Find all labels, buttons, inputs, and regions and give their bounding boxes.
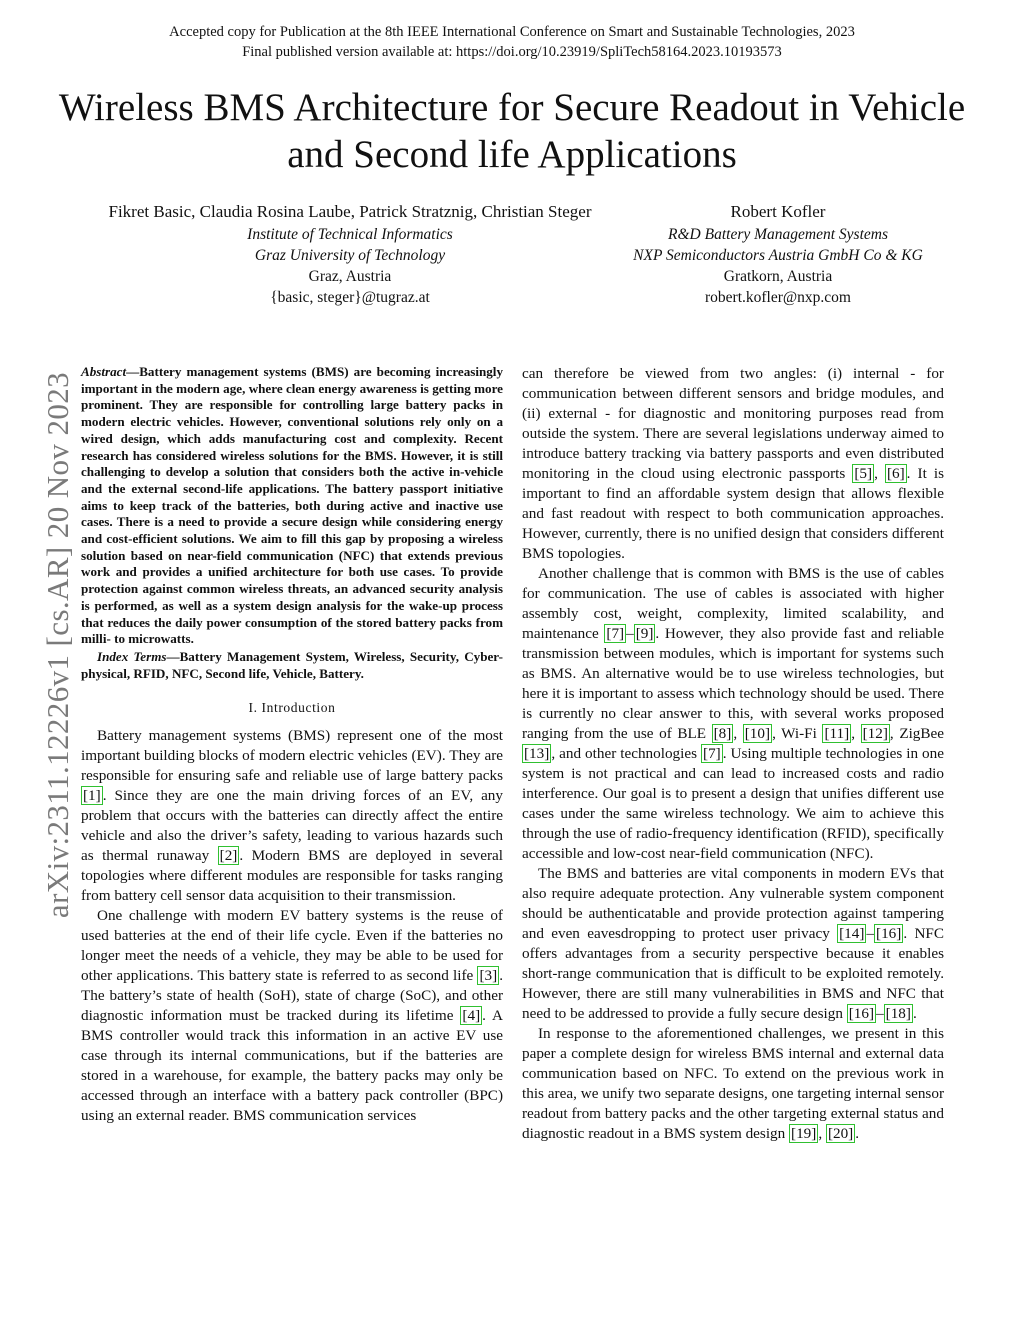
author-group-nxp	[598, 201, 958, 308]
author-group-tugraz	[70, 201, 630, 308]
citation-link[interactable]: [18]	[885, 1005, 911, 1022]
author-email: {basic, steger}@tugraz.at	[270, 289, 430, 306]
paragraph: can therefore be viewed from two angles: (i) internal - for communication between different sensors and bridge modules, and (ii) external - for diagnostic and monitoring purposes read from outside the system. There are several legislations underway aimed to introduce battery tracking via battery passports and even distributed monitoring in the cloud using electronic passports [5] , [6] . It is important to find an affordable system design that allows flexible and fast readout with respect to both communication approaches. However, currently, there is no unified design that considers different BMS topologies.	[522, 365, 944, 562]
citation-link[interactable]: [19]	[791, 1125, 817, 1142]
author-location: Graz, Austria	[308, 268, 392, 285]
author-affiliation-dept: R&D Battery Management Systems	[668, 226, 888, 243]
paragraph: In response to the aforementioned challenges, we present in this paper a complete design for wireless BMS internal and external data communication based on NFC. To extend on the previous work in this area, we unify two separate designs, one targeting internal sensor readout from battery packs and the other targeting external status and diagnostic readout in a BMS system design [19] , [20] .	[522, 1025, 944, 1142]
citation-link[interactable]: [7]	[606, 625, 625, 642]
citation-link[interactable]: [7]	[703, 745, 721, 762]
index-terms-label: Index Terms	[97, 648, 167, 664]
paper-title: Wireless BMS Architecture for Secure Readout in Vehicle and Second life Applications	[58, 86, 966, 176]
author-affiliation-dept: Institute of Technical Informatics	[247, 226, 453, 243]
citation-link[interactable]: [20]	[827, 1125, 854, 1142]
citation-link[interactable]: [16]	[848, 1005, 875, 1022]
citation-link[interactable]: [3]	[479, 967, 498, 985]
citation-link[interactable]: [11]	[824, 725, 850, 742]
author-affiliation-org: NXP Semiconductors Austria GmbH Co & KG	[633, 247, 923, 264]
paragraph: Battery management systems (BMS) represent one of the most important building blocks of modern electric vehicles (EV). They are responsible for ensuring safe and reliable use of large battery packs [1] . Since they are one the main driving forces of an EV, any problem that occurs with the batteries can directly affect the entire vehicle and also the driver’s safety, leading to various hazards such as thermal runaway [2] . Modern BMS are deployed in several topologies where different modules are responsible for tasks ranging from battery cell sensor data acquisition to their transmission.	[81, 727, 503, 905]
author-names: Robert Kofler	[730, 202, 826, 221]
index-terms	[81, 649, 503, 682]
citation-link[interactable]: [8]	[713, 725, 732, 742]
right-column	[522, 364, 944, 1144]
citation-link[interactable]: [4]	[462, 1007, 481, 1025]
abstract	[81, 364, 503, 648]
paragraph: The BMS and batteries are vital components in modern EVs that also require adequate protection. Any vulnerable system component should be authenticatable and provide protection against tampering and even eavesdropping to protect user privacy [14] – [16] . NFC offers advantages from a security perspective because it enables short-range communication that is difficult to be exploited remotely. However, there are still many vulnerabilities in BMS and NFC that need to be addressed to provide a fully secure design [16] – [18] .	[522, 865, 944, 1022]
citation-link[interactable]: [6]	[886, 465, 905, 482]
section-heading-introduction: I. Introduction	[248, 700, 336, 716]
abstract-text: —Battery management systems (BMS) are becoming increasingly important in the modern age, where clean energy awareness is getting more prominent. They are responsible for controlling large battery packs in modern electric vehicles. However, conventional solutions rely only on a wired design, which adds manufacturing cost and complexity. Recent research has considered wireless solutions for the BMS. However, it is still challenging to develop a solution that considers both the active in-vehicle and the external second-life applications. The battery passport initiative aims to keep track of the batteries, both during active and inactive use cases. There is a need to provide a secure design while considering energy and cost-efficient solutions. We aim to fill this gap by proposing a wireless solution based on near-field communication (NFC) that extends previous work and provides a unified architecture for both use cases. To provide protection against common wireless threats, an advanced security analysis is performed, as well as a system design analysis for the wake-up process that reduces the daily power consumption of the stored battery packs from milli- to microwatts.	[81, 364, 503, 647]
author-location: Gratkorn, Austria	[723, 268, 833, 285]
citation-link[interactable]: [5]	[854, 465, 873, 482]
author-affiliation-org: Graz University of Technology	[254, 247, 446, 264]
author-email: robert.kofler@nxp.com	[705, 289, 851, 306]
citation-link[interactable]: [16]	[876, 925, 902, 942]
left-column	[81, 364, 503, 1126]
notice-line-1: Accepted copy for Publication at the 8th IEEE International Conference on Smart and Sustainable Technologies, 2023	[169, 24, 855, 40]
author-names: Fikret Basic, Claudia Rosina Laube, Patrick Stratznig, Christian Steger	[108, 202, 592, 221]
index-terms-text: —Battery Management System, Wireless, Security, Cyber-physical, RFID, NFC, Second life, Vehicle, Battery.	[81, 648, 503, 681]
citation-link[interactable]: [9]	[635, 625, 654, 642]
citation-link[interactable]: [2]	[219, 847, 238, 865]
abstract-label: Abstract	[81, 364, 127, 379]
notice-line-2: Final published version available at: https://doi.org/10.23919/SpliTech58164.2023.10193573	[242, 44, 782, 60]
citation-link[interactable]: [12]	[862, 725, 888, 742]
citation-link[interactable]: [10]	[744, 725, 771, 742]
citation-link[interactable]: [14]	[839, 925, 865, 942]
citation-link[interactable]: [1]	[83, 787, 101, 805]
paragraph: One challenge with modern EV battery systems is the reuse of used batteries at the end of their life cycle. Even if the batteries no longer meet the needs of a vehicle, they may be able to be used for other applications. This battery state is referred to as second life [3] . The battery’s state of health (SoH), state of charge (SoC), and other diagnostic information must be tracked during its lifetime [4] . A BMS controller would track this information in an active EV use case through its internal communications, but if the batteries are stored in a warehouse, for example, the battery packs may only be accessed through an interface with a battery pack controller (BPC) using an external reader. BMS communication services	[81, 907, 504, 1125]
publication-notice	[0, 22, 1024, 62]
arxiv-identifier: arXiv:2311.12226v1 [cs.AR] 20 Nov 2023	[40, 371, 75, 919]
citation-link[interactable]: [13]	[524, 745, 550, 762]
paragraph: Another challenge that is common with BMS is the use of cables for communication. The use of cables is associated with higher assembly cost, weight, complexity, limited scalability, and maintenance [7] – [9] . However, they also provide fast and reliable transmission between modules, which is important for systems such as BMS. An alternative would be to use wireless technologies, but here it is important to assess which technology should be used. There is currently no clear answer to this, with several works proposed ranging from the use of BLE [8] , [10] , Wi-Fi [11] , [12] , ZigBee [13] , and other technologies [7] . Using multiple technologies in one system is not practical and can lead to increased costs and radio interference. Our goal is to present a design that unifies different use cases under the same wireless technology. We aim to achieve this through the use of radio-frequency identification (RFID), specifically accessible and low-cost near-field communication (NFC).	[522, 565, 945, 862]
